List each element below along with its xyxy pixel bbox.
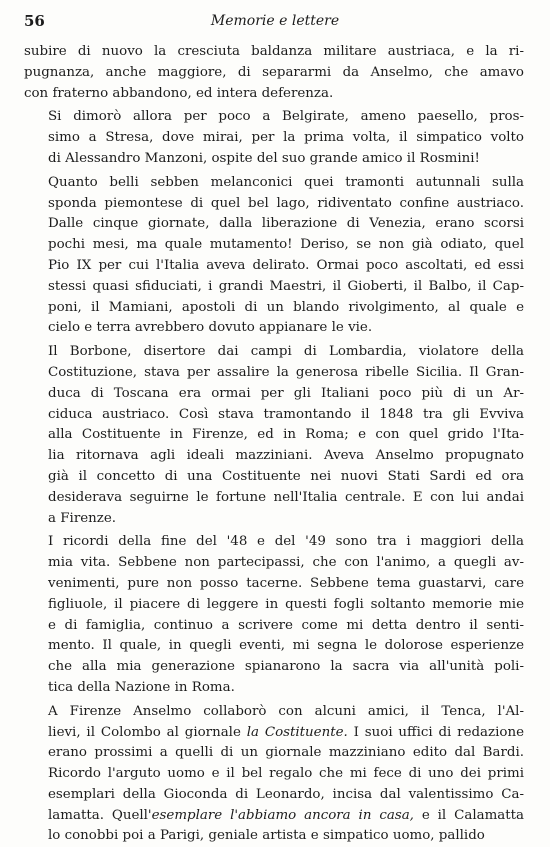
text-line: tica della Nazione in Roma. <box>48 679 235 695</box>
paragraph <box>24 42 524 104</box>
text-line: che alla mia generazione spianarono la sacra via all'unità poli- <box>48 659 524 675</box>
text-line: poni, il Mamiani, apostoli di un blando rivolgimento, al quale e <box>48 299 524 315</box>
text-line: Il Borbone, disertore dai campi di Lombardia, violatore della <box>48 344 524 360</box>
text-line: Si dimorò allora per poco a Belgirate, ameno paesello, pros- <box>48 109 524 125</box>
paragraph <box>24 173 524 339</box>
text-line: a Firenze. <box>48 510 116 526</box>
text-line: Dalle cinque giornate, dalla liberazione di Venezia, erano scorsi <box>48 216 524 232</box>
text-line: di Alessandro Manzoni, ospite del suo grande amico il Rosmini! <box>48 150 480 166</box>
paragraph <box>24 342 524 529</box>
page-header <box>0 12 550 34</box>
text-line: subire di nuovo la cresciuta baldanza militare austriaca, e la ri- <box>24 44 524 59</box>
paragraph <box>24 702 524 847</box>
text-line: Ricordo l'arguto uomo e il bel regalo che mi fece di uno dei primi <box>48 766 524 782</box>
running-title: Memorie e lettere <box>210 13 340 29</box>
text-line: esemplari della Gioconda di Leonardo, incisa dal valentissimo Ca- <box>48 786 524 802</box>
text-line: con fraterno abbandono, ed intera deferenza. <box>24 85 334 101</box>
paragraph <box>24 532 524 698</box>
text-line: già il concetto di una Costituente nei nuovi Stati Sardi ed ora <box>48 468 524 484</box>
text-line: cielo e terra avrebbero dovuto appianare le vie. <box>48 320 373 336</box>
text-line: erano prossimi a quelli di un giornale mazziniano edito dal Bardi. <box>48 745 524 761</box>
text-line: duca di Toscana era ormai per gli Italiani poco più di un Ar- <box>48 385 524 401</box>
text-line: lievi, il Colombo al giornale la Costituente. I suoi uffici di redazione <box>48 724 524 740</box>
italic-text: esemplare l'abbiamo ancora in casa, <box>151 807 414 823</box>
paragraph <box>24 107 524 169</box>
text-line: venimenti, pure non posso tacerne. Sebbene tema guastarvi, care <box>48 575 524 591</box>
text-line: lia ritornava agli ideali mazziniani. Aveva Anselmo propugnato <box>48 448 524 464</box>
text-line: simo a Stresa, dove mirai, per la prima volta, il simpatico volto <box>48 130 524 146</box>
text-line: pugnanza, anche maggiore, di separarmi da Anselmo, che amavo <box>24 64 524 80</box>
text-line: mento. Il quale, in quegli eventi, mi segna le dolorose esperienze <box>48 638 524 654</box>
italic-text: la Costituente. <box>246 724 348 740</box>
text-line: mia vita. Sebbene non partecipassi, che con l'animo, a quegli av- <box>48 555 524 571</box>
text-line: pochi mesi, ma quale mutamento! Deriso, se non già odiato, quel <box>48 237 524 253</box>
page-number: 56 <box>24 12 45 30</box>
text-line: ciduca austriaco. Così stava tramontando il 1848 tra gli Evviva <box>48 406 524 422</box>
text-line: stessi quasi sfiduciati, i grandi Maestri, il Gioberti, il Balbo, il Cap- <box>48 278 524 294</box>
body-text <box>24 42 524 847</box>
text-line: lamatta. Quell'esemplare l'abbiamo ancora in casa, e il Calamatta <box>48 807 525 823</box>
text-line: desiderava seguirne le fortune nell'Italia centrale. E con lui andai <box>48 489 524 505</box>
text-line: alla Costituente in Firenze, ed in Roma; e con quel grido l'Ita- <box>48 427 524 443</box>
text-line: e di famiglia, continuo a scrivere come mi detta dentro il senti- <box>48 617 524 633</box>
text-line: figliuole, il piacere di leggere in questi fogli soltanto memorie mie <box>48 596 524 612</box>
text-line: lo conobbi poi a Parigi, geniale artista e simpatico uomo, pallido <box>48 828 485 844</box>
text-line: I ricordi della fine del '48 e del '49 sono tra i maggiori della <box>48 534 524 550</box>
text-line: Pio IX per cui l'Italia aveva delirato. Ormai poco ascoltati, ed essi <box>48 257 524 273</box>
text-line: sponda piemontese di quel bel lago, ridiventato confine austriaco. <box>48 195 524 211</box>
text-line: Quanto belli sebben melanconici quei tramonti autunnali sulla <box>48 174 524 190</box>
text-line: Costituzione, stava per assalire la generosa ribelle Sicilia. Il Gran- <box>48 364 524 380</box>
text-line: A Firenze Anselmo collaborò con alcuni amici, il Tenca, l'Al- <box>48 703 524 719</box>
